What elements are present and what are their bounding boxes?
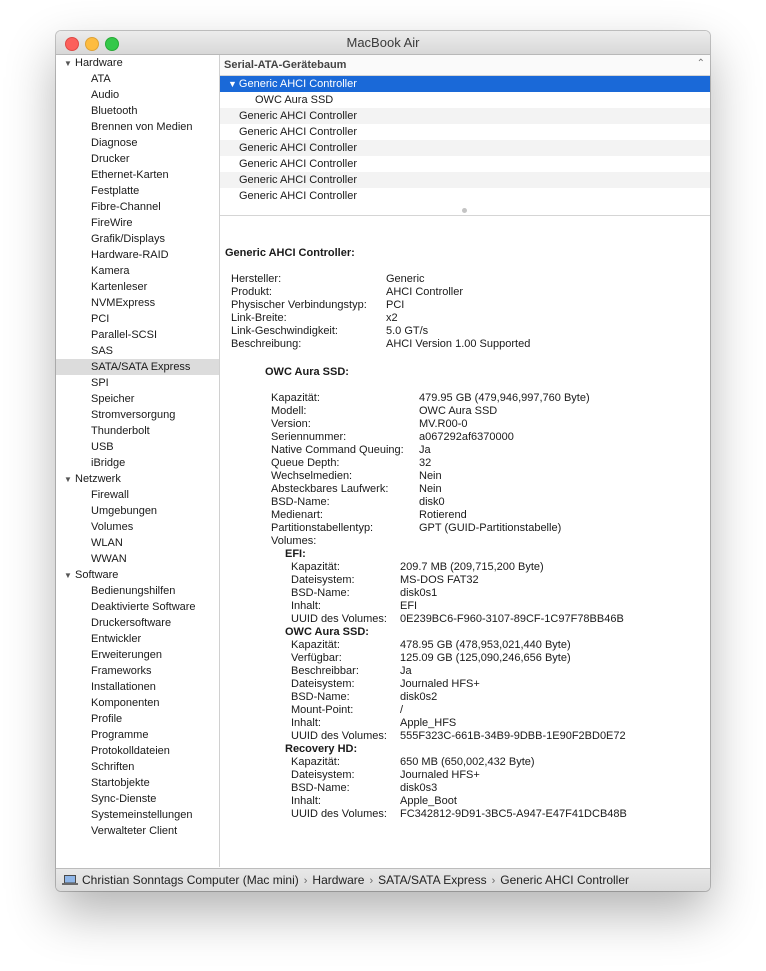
property-value: EFI bbox=[400, 600, 418, 612]
property-value: Nein bbox=[419, 470, 442, 482]
laptop-icon bbox=[62, 875, 78, 885]
sidebar-item-schriften[interactable]: Schriften bbox=[91, 761, 135, 773]
property-row bbox=[291, 600, 624, 613]
tree-row[interactable] bbox=[220, 156, 710, 172]
property-key: Physischer Verbindungstyp: bbox=[231, 299, 367, 311]
property-value: disk0 bbox=[419, 496, 445, 508]
property-row bbox=[291, 782, 627, 795]
sidebar-item-audio[interactable]: Audio bbox=[91, 89, 120, 101]
property-key: Volumes: bbox=[271, 535, 317, 547]
breadcrumb-item[interactable]: Hardware bbox=[312, 873, 365, 887]
property-key: Beschreibung: bbox=[231, 338, 302, 350]
property-key: UUID des Volumes: bbox=[291, 613, 387, 625]
property-key: Wechselmedien: bbox=[271, 470, 353, 482]
property-row bbox=[271, 405, 590, 418]
property-row bbox=[271, 522, 590, 535]
property-row bbox=[291, 561, 624, 574]
property-key: Inhalt: bbox=[291, 600, 321, 612]
device-title: OWC Aura SSD: bbox=[265, 366, 349, 378]
property-row bbox=[291, 574, 624, 587]
breadcrumb-separator: › bbox=[303, 875, 308, 887]
property-key: Produkt: bbox=[231, 286, 272, 298]
property-value: PCI bbox=[386, 299, 405, 311]
tree-row-label: Generic AHCI Controller bbox=[239, 142, 357, 154]
property-key: Inhalt: bbox=[291, 795, 321, 807]
disclosure-triangle-icon[interactable]: ▼ bbox=[64, 475, 72, 484]
detail-title: Generic AHCI Controller: bbox=[225, 247, 355, 259]
property-value: 650 MB (650,002,432 Byte) bbox=[400, 756, 535, 768]
property-row bbox=[231, 325, 530, 338]
property-row bbox=[271, 431, 590, 444]
sidebar-item-bedienungshilfen[interactable]: Bedienungshilfen bbox=[91, 585, 176, 597]
property-row bbox=[291, 652, 626, 665]
property-row bbox=[271, 509, 590, 522]
sidebar-item-verwalteter-client[interactable]: Verwalteter Client bbox=[91, 825, 178, 837]
property-row bbox=[291, 691, 626, 704]
sidebar-item-installationen[interactable]: Installationen bbox=[91, 681, 156, 693]
tree-row-label: OWC Aura SSD bbox=[255, 94, 334, 106]
property-key: Absteckbares Laufwerk: bbox=[271, 483, 389, 495]
sidebar-item-frameworks[interactable]: Frameworks bbox=[91, 665, 152, 677]
property-key: BSD-Name: bbox=[291, 782, 350, 794]
sidebar-item-entwickler[interactable]: Entwickler bbox=[91, 633, 142, 645]
device-tree bbox=[220, 76, 710, 204]
property-row bbox=[291, 769, 627, 782]
sidebar-item-stromversorgung[interactable]: Stromversorgung bbox=[91, 409, 176, 421]
property-value: AHCI Version 1.00 Supported bbox=[386, 338, 531, 350]
sidebar-item-umgebungen[interactable]: Umgebungen bbox=[91, 505, 158, 517]
sidebar-group-label: Software bbox=[75, 569, 119, 581]
property-row bbox=[291, 639, 626, 652]
sidebar-item-festplatte[interactable]: Festplatte bbox=[91, 185, 140, 197]
breadcrumb-item[interactable]: SATA/SATA Express bbox=[378, 873, 487, 887]
breadcrumb-separator: › bbox=[491, 875, 496, 887]
property-value: disk0s1 bbox=[400, 587, 438, 599]
property-key: Kapazität: bbox=[291, 639, 340, 651]
sidebar-item-deaktivierte-software[interactable]: Deaktivierte Software bbox=[91, 601, 196, 613]
sidebar-item-drucker[interactable]: Drucker bbox=[91, 153, 130, 165]
property-key: Hersteller: bbox=[231, 273, 282, 285]
property-key: Modell: bbox=[271, 405, 307, 417]
tree-row[interactable] bbox=[220, 76, 710, 92]
sidebar-item-speicher[interactable]: Speicher bbox=[91, 393, 135, 405]
tree-row-label: Generic AHCI Controller bbox=[239, 174, 357, 186]
properties-table bbox=[291, 639, 626, 743]
property-row bbox=[291, 665, 626, 678]
sidebar-item-usb[interactable]: USB bbox=[91, 441, 114, 453]
property-row bbox=[271, 392, 590, 405]
properties-table bbox=[291, 756, 627, 821]
property-row bbox=[271, 470, 590, 483]
property-value: 479.95 GB (479,946,997,760 Byte) bbox=[419, 392, 590, 404]
tree-row[interactable] bbox=[220, 92, 710, 108]
property-value bbox=[419, 535, 590, 548]
property-value: FC342812-9D91-3BC5-A947-E47F41DCB48B bbox=[400, 808, 627, 820]
sidebar-item-brennen-von-medien[interactable]: Brennen von Medien bbox=[91, 121, 193, 133]
sidebar-item-erweiterungen[interactable]: Erweiterungen bbox=[91, 649, 162, 661]
main-pane bbox=[220, 55, 710, 867]
volume-title: EFI: bbox=[285, 548, 306, 560]
property-row bbox=[291, 717, 626, 730]
volume-title: OWC Aura SSD: bbox=[285, 626, 369, 638]
property-row bbox=[271, 444, 590, 457]
property-key: Kapazität: bbox=[271, 392, 320, 404]
property-row bbox=[231, 312, 530, 325]
sidebar-item-bluetooth[interactable]: Bluetooth bbox=[91, 105, 138, 117]
sidebar-item-pci[interactable]: PCI bbox=[91, 313, 110, 325]
property-value: Journaled HFS+ bbox=[400, 678, 480, 690]
property-row bbox=[291, 613, 624, 626]
sidebar-item-sata-sata-express[interactable]: SATA/SATA Express bbox=[56, 359, 219, 375]
tree-row[interactable] bbox=[220, 124, 710, 140]
tree-row[interactable] bbox=[220, 140, 710, 156]
property-key: Beschreibbar: bbox=[291, 665, 359, 677]
property-value: 125.09 GB (125,090,246,656 Byte) bbox=[400, 652, 571, 664]
sidebar-item-sync-dienste[interactable]: Sync-Dienste bbox=[91, 793, 157, 805]
tree-row-label: Generic AHCI Controller bbox=[239, 110, 357, 122]
property-value: 32 bbox=[419, 457, 432, 469]
sidebar-group-software[interactable] bbox=[56, 567, 219, 583]
property-value: Apple_HFS bbox=[400, 717, 457, 729]
sidebar-item-firewall[interactable]: Firewall bbox=[91, 489, 129, 501]
property-key: Kapazität: bbox=[291, 561, 340, 573]
properties-table bbox=[231, 273, 530, 351]
property-key: Dateisystem: bbox=[291, 574, 355, 586]
property-row bbox=[291, 587, 624, 600]
system-information-window bbox=[56, 31, 710, 891]
sidebar-item-fibre-channel[interactable]: Fibre-Channel bbox=[91, 201, 161, 213]
sidebar-item-startobjekte[interactable]: Startobjekte bbox=[91, 777, 150, 789]
property-value: Apple_Boot bbox=[400, 795, 457, 807]
sidebar-item-ethernet-karten[interactable]: Ethernet-Karten bbox=[91, 169, 169, 181]
sidebar-item-hardware-raid[interactable]: Hardware-RAID bbox=[91, 249, 169, 261]
sidebar-group-netzwerk[interactable] bbox=[56, 471, 219, 487]
property-value: x2 bbox=[386, 312, 398, 324]
property-value: 0E239BC6-F960-3107-89CF-1C97F78BB46B bbox=[400, 613, 624, 625]
property-key: Medienart: bbox=[271, 509, 323, 521]
property-value: Nein bbox=[419, 483, 442, 495]
sidebar-item-firewire[interactable]: FireWire bbox=[91, 217, 133, 229]
property-value: MS-DOS FAT32 bbox=[400, 574, 479, 586]
sidebar-item-ata[interactable]: ATA bbox=[91, 73, 111, 85]
property-key: Link-Breite: bbox=[231, 312, 287, 324]
breadcrumb-item[interactable]: Christian Sonntags Computer (Mac mini) bbox=[82, 873, 299, 887]
property-key: UUID des Volumes: bbox=[291, 808, 387, 820]
property-row bbox=[291, 756, 627, 769]
property-row bbox=[231, 273, 530, 286]
disclosure-triangle-icon[interactable]: ▼ bbox=[64, 571, 72, 580]
property-key: Link-Geschwindigkeit: bbox=[231, 325, 338, 337]
title-bar bbox=[56, 31, 710, 55]
property-key: Dateisystem: bbox=[291, 678, 355, 690]
sidebar bbox=[56, 55, 220, 867]
property-value: MV.R00-0 bbox=[419, 418, 468, 430]
split-view-divider[interactable] bbox=[220, 205, 710, 216]
sidebar-item-profile[interactable]: Profile bbox=[91, 713, 123, 725]
property-key: BSD-Name: bbox=[271, 496, 330, 508]
tree-row-label: Generic AHCI Controller bbox=[239, 158, 357, 170]
property-row bbox=[291, 795, 627, 808]
disclosure-triangle-icon[interactable]: ▼ bbox=[64, 59, 72, 68]
tree-header-label: Serial-ATA-Gerätebaum bbox=[224, 59, 347, 71]
sidebar-item-nvmexpress[interactable]: NVMExpress bbox=[91, 297, 156, 309]
property-row bbox=[231, 299, 530, 312]
breadcrumb-separator: › bbox=[369, 875, 374, 887]
property-key: Verfügbar: bbox=[291, 652, 342, 664]
property-value: Generic bbox=[386, 273, 425, 285]
sidebar-item-programme[interactable]: Programme bbox=[91, 729, 149, 741]
sidebar-item-diagnose[interactable]: Diagnose bbox=[91, 137, 138, 149]
property-row bbox=[271, 535, 590, 548]
property-key: Native Command Queuing: bbox=[271, 444, 404, 456]
property-value: Journaled HFS+ bbox=[400, 769, 480, 781]
sidebar-item-wlan[interactable]: WLAN bbox=[91, 537, 123, 549]
property-key: Inhalt: bbox=[291, 717, 321, 729]
sidebar-group-hardware[interactable] bbox=[56, 55, 219, 71]
property-key: Dateisystem: bbox=[291, 769, 355, 781]
property-row bbox=[231, 338, 530, 351]
property-key: Mount-Point: bbox=[291, 704, 354, 716]
properties-table bbox=[271, 392, 590, 548]
property-key: Seriennummer: bbox=[271, 431, 347, 443]
property-key: Version: bbox=[271, 418, 311, 430]
property-value: 555F323C-661B-34B9-9DBB-1E90F2BD0E72 bbox=[400, 730, 626, 742]
detail-pane bbox=[220, 216, 710, 867]
properties-table bbox=[291, 561, 624, 626]
property-key: BSD-Name: bbox=[291, 691, 350, 703]
tree-row-label: Generic AHCI Controller bbox=[239, 126, 357, 138]
property-row bbox=[271, 457, 590, 470]
property-value: 209.7 MB (209,715,200 Byte) bbox=[400, 561, 544, 573]
property-row bbox=[271, 483, 590, 496]
property-value: Ja bbox=[419, 444, 431, 456]
tree-row[interactable] bbox=[220, 172, 710, 188]
property-row bbox=[291, 808, 627, 821]
property-key: Queue Depth: bbox=[271, 457, 340, 469]
window-title: MacBook Air bbox=[346, 35, 420, 50]
tree-header[interactable] bbox=[220, 55, 710, 76]
property-row bbox=[291, 678, 626, 691]
sidebar-item-grafik-displays[interactable]: Grafik/Displays bbox=[91, 233, 165, 245]
sidebar-item-volumes[interactable]: Volumes bbox=[91, 521, 134, 533]
divider-handle-icon[interactable] bbox=[462, 208, 467, 213]
property-value: AHCI Controller bbox=[386, 286, 464, 298]
sidebar-item-ibridge[interactable]: iBridge bbox=[91, 457, 126, 469]
sidebar-item-wwan[interactable]: WWAN bbox=[91, 553, 127, 565]
sidebar-group-label: Netzwerk bbox=[75, 473, 121, 485]
property-key: Partitionstabellentyp: bbox=[271, 522, 374, 534]
sidebar-group-label: Hardware bbox=[75, 57, 123, 69]
tree-row-label: Generic AHCI Controller bbox=[239, 190, 357, 202]
property-value: Rotierend bbox=[419, 509, 467, 521]
sidebar-item-spi[interactable]: SPI bbox=[91, 377, 109, 389]
sidebar-item-thunderbolt[interactable]: Thunderbolt bbox=[91, 425, 150, 437]
tree-row[interactable] bbox=[220, 188, 710, 204]
property-row bbox=[271, 418, 590, 431]
property-row bbox=[291, 730, 626, 743]
property-key: BSD-Name: bbox=[291, 587, 350, 599]
property-key: Kapazität: bbox=[291, 756, 340, 768]
breadcrumb-item[interactable]: Generic AHCI Controller bbox=[500, 873, 629, 887]
property-row bbox=[271, 496, 590, 509]
tree-row[interactable] bbox=[220, 108, 710, 124]
property-value: disk0s3 bbox=[400, 782, 438, 794]
sidebar-item-parallel-scsi[interactable]: Parallel-SCSI bbox=[91, 329, 158, 341]
tree-row-label: Generic AHCI Controller bbox=[238, 78, 357, 90]
property-key: UUID des Volumes: bbox=[291, 730, 387, 742]
sidebar-item-kartenleser[interactable]: Kartenleser bbox=[91, 281, 148, 293]
property-value: / bbox=[400, 704, 404, 716]
sidebar-item-druckersoftware[interactable]: Druckersoftware bbox=[91, 617, 172, 629]
property-value: disk0s2 bbox=[400, 691, 438, 703]
volume-title: Recovery HD: bbox=[285, 743, 358, 755]
property-value: 5.0 GT/s bbox=[386, 325, 429, 337]
sidebar-item-komponenten[interactable]: Komponenten bbox=[91, 697, 160, 709]
sidebar-item-systemeinstellungen[interactable]: Systemeinstellungen bbox=[91, 809, 193, 821]
sidebar-item-sas[interactable]: SAS bbox=[91, 345, 114, 357]
property-value: GPT (GUID-Partitionstabelle) bbox=[419, 522, 562, 534]
sidebar-item-protokolldateien[interactable]: Protokolldateien bbox=[91, 745, 170, 757]
property-value: Ja bbox=[400, 665, 412, 677]
property-value: 478.95 GB (478,953,021,440 Byte) bbox=[400, 639, 571, 651]
sort-chevron-icon[interactable]: ⌃ bbox=[696, 58, 705, 69]
sidebar-item-kamera[interactable]: Kamera bbox=[91, 265, 130, 277]
property-row bbox=[291, 704, 626, 717]
path-bar bbox=[56, 868, 710, 891]
property-value: OWC Aura SSD bbox=[419, 405, 498, 417]
property-value: a067292af6370000 bbox=[419, 431, 514, 443]
breadcrumb bbox=[82, 873, 629, 887]
disclosure-triangle-icon[interactable]: ▼ bbox=[228, 79, 237, 89]
property-row bbox=[231, 286, 530, 299]
